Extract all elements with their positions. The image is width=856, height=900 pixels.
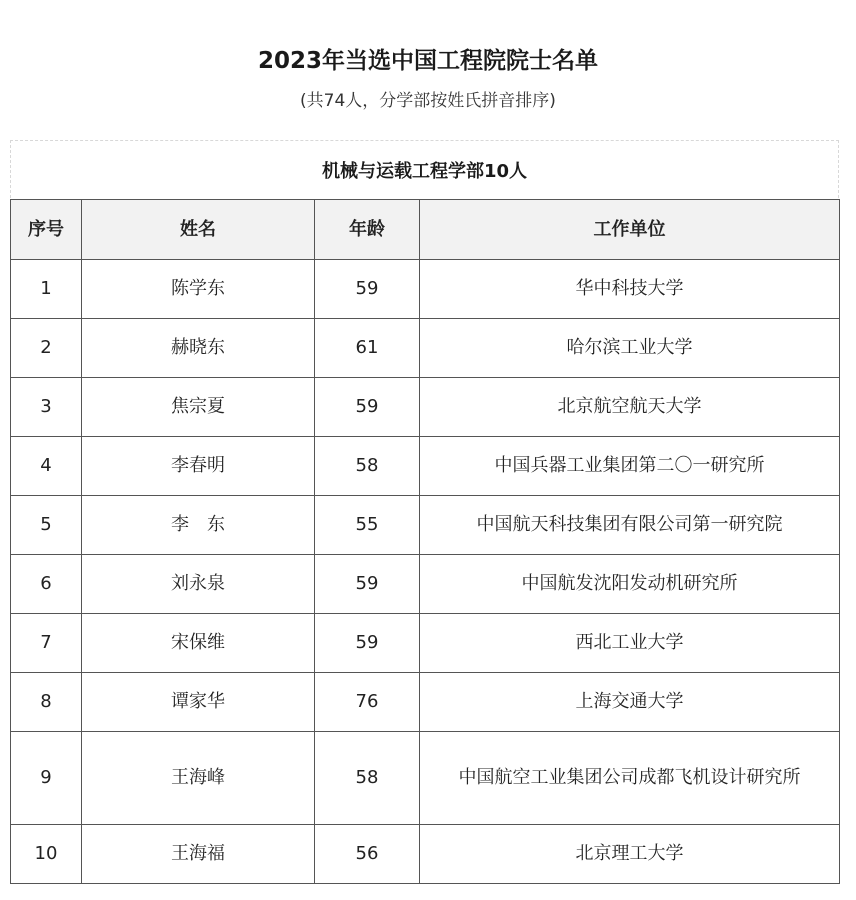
cell-serial: 8 [11,673,82,732]
cell-name: 谭家华 [82,673,315,732]
cell-serial: 10 [11,825,82,884]
cell-unit: 中国兵器工业集团第二〇一研究所 [420,437,840,496]
cell-unit: 华中科技大学 [420,260,840,319]
table-row [11,614,840,673]
cell-name: 焦宗夏 [82,378,315,437]
cell-unit: 北京航空航天大学 [420,378,840,437]
cell-name: 李春明 [82,437,315,496]
table-row [11,732,840,825]
cell-name: 刘永泉 [82,555,315,614]
cell-age: 59 [315,614,420,673]
table-header-row [11,200,840,260]
cell-age: 61 [315,319,420,378]
cell-serial: 5 [11,496,82,555]
cell-age: 58 [315,732,420,825]
cell-unit: 中国航空工业集团公司成都飞机设计研究所 [420,732,840,825]
table-row [11,555,840,614]
page-subtitle: (共74人，分学部按姓氏拼音排序) [300,91,556,111]
header-name: 姓名 [82,200,315,260]
cell-unit: 哈尔滨工业大学 [420,319,840,378]
cell-serial: 4 [11,437,82,496]
cell-name: 王海峰 [82,732,315,825]
cell-name: 李 东 [82,496,315,555]
cell-age: 59 [315,260,420,319]
cell-serial: 7 [11,614,82,673]
cell-age: 58 [315,437,420,496]
cell-serial: 3 [11,378,82,437]
cell-serial: 2 [11,319,82,378]
table-row [11,496,840,555]
section-title: 机械与运载工程学部10人 [10,140,839,198]
cell-age: 55 [315,496,420,555]
table-row [11,378,840,437]
academician-table [10,199,840,884]
cell-unit: 西北工业大学 [420,614,840,673]
header-age: 年龄 [315,200,420,260]
cell-name: 赫晓东 [82,319,315,378]
header-serial: 序号 [11,200,82,260]
cell-name: 王海福 [82,825,315,884]
table-row [11,673,840,732]
cell-unit: 中国航发沈阳发动机研究所 [420,555,840,614]
header-unit: 工作单位 [420,200,840,260]
cell-age: 59 [315,555,420,614]
cell-name: 陈学东 [82,260,315,319]
page-title: 2023年当选中国工程院院士名单 [257,48,598,74]
cell-age: 56 [315,825,420,884]
cell-unit: 中国航天科技集团有限公司第一研究院 [420,496,840,555]
cell-unit: 上海交通大学 [420,673,840,732]
table-row [11,825,840,884]
cell-age: 59 [315,378,420,437]
cell-age: 76 [315,673,420,732]
table-row [11,319,840,378]
table-row [11,260,840,319]
cell-serial: 1 [11,260,82,319]
cell-unit: 北京理工大学 [420,825,840,884]
cell-name: 宋保维 [82,614,315,673]
cell-serial: 9 [11,732,82,825]
table-row [11,437,840,496]
cell-serial: 6 [11,555,82,614]
